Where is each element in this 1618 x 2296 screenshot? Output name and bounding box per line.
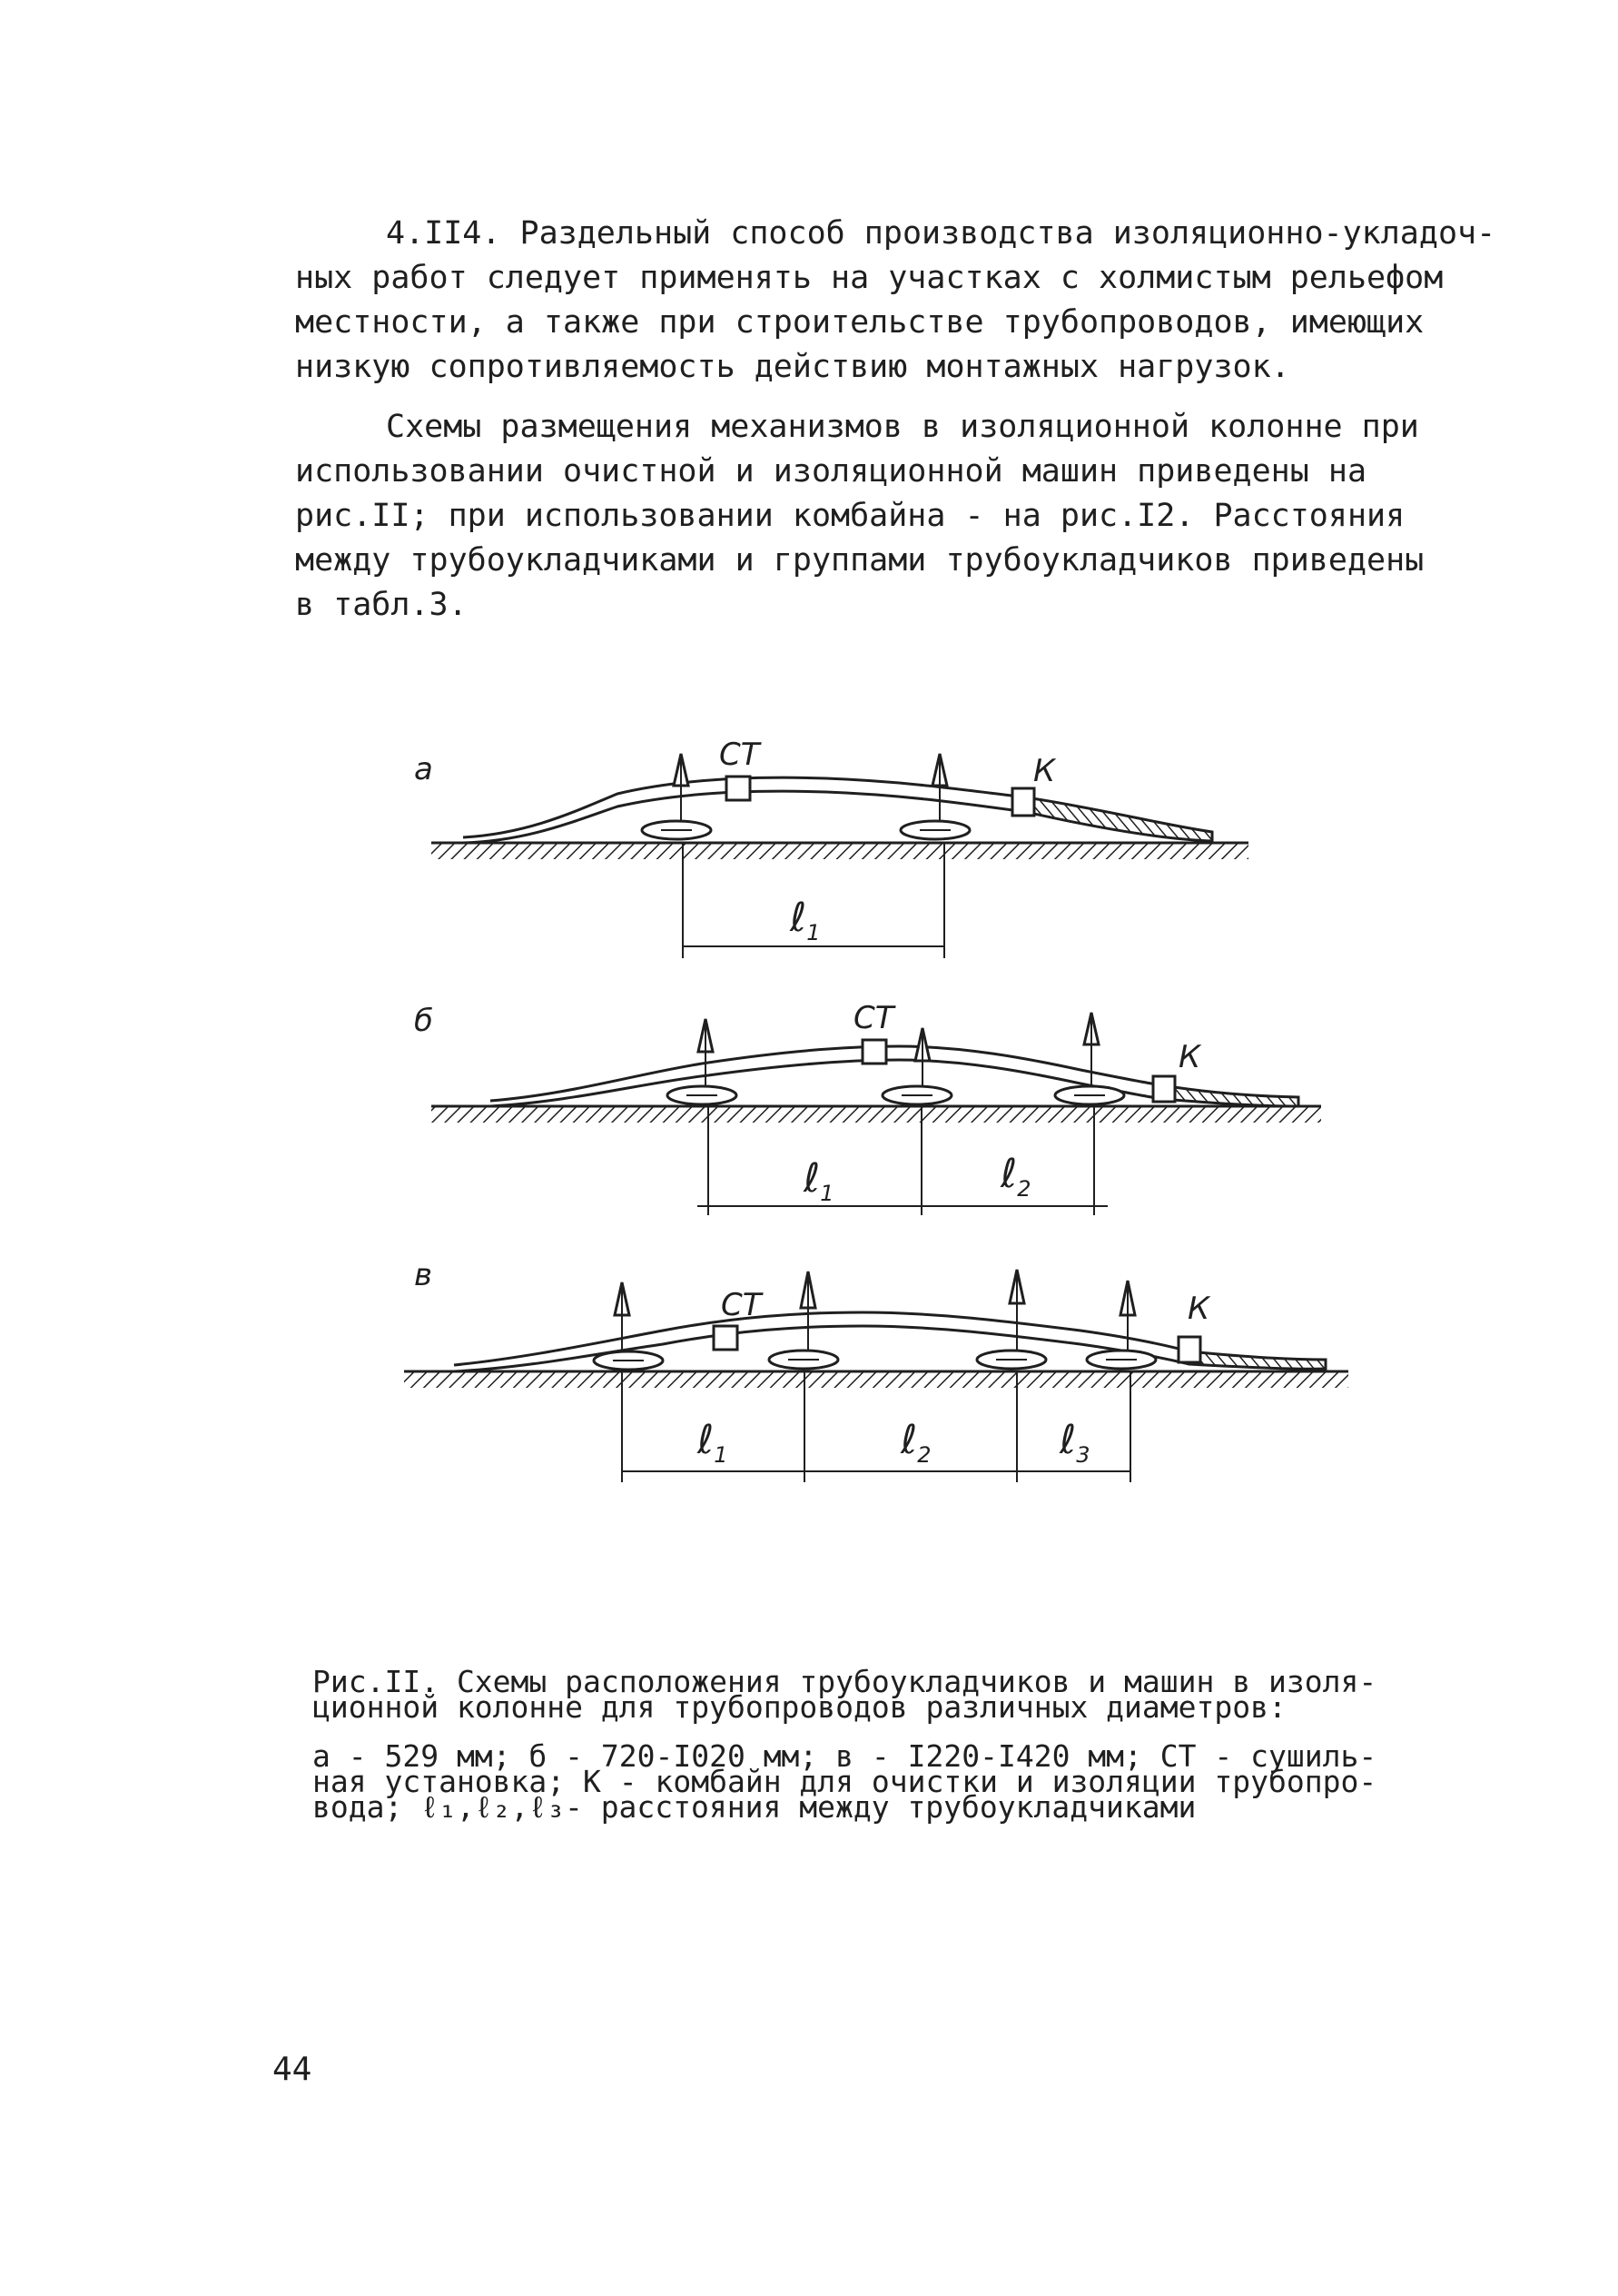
dimension-label-l1: ℓ1 xyxy=(697,1417,728,1468)
combine-unit-k xyxy=(1153,1076,1175,1102)
panel-label-c: в xyxy=(414,1257,433,1293)
figure-caption-legend xyxy=(312,1738,1456,1825)
text-line: рис.II; при использовании комбайна - на рис.I2. Расстояния xyxy=(295,498,1406,534)
dryer-unit-st xyxy=(714,1326,737,1350)
caption-line: Рис.II. Схемы расположения трубоукладчиков и машин в изоля- xyxy=(312,1664,1377,1699)
text-line: ных работ следует применять на участках с холмистым рельефом xyxy=(295,260,1444,296)
dryer-label: СТ xyxy=(853,1000,894,1036)
pipelayer-4 xyxy=(1087,1281,1156,1369)
dimension-label-l2: ℓ2 xyxy=(1001,1151,1031,1202)
text-line: Схемы размещения механизмов в изоляционной колонне при xyxy=(386,409,1419,445)
panel-c xyxy=(404,1257,1348,1482)
dryer-unit-st xyxy=(726,777,750,800)
text-line: между трубоукладчиками и группами трубоукладчиков приведены xyxy=(295,542,1425,579)
figure-11-diagram xyxy=(390,727,1389,1499)
dimension-label-l1: ℓ1 xyxy=(790,895,821,945)
text-line: в табл.3. xyxy=(295,587,468,623)
insulated-pipe xyxy=(1026,797,1212,841)
dimension-label-l1: ℓ1 xyxy=(804,1155,834,1206)
panel-a xyxy=(414,737,1248,958)
dryer-label: СТ xyxy=(719,737,760,773)
dimension-label-l2: ℓ2 xyxy=(901,1417,932,1468)
combine-label: К xyxy=(1033,753,1056,789)
pipelayer-3 xyxy=(1055,1013,1124,1104)
caption-line: ционной колонне для трубопроводов различных диаметров: xyxy=(312,1689,1287,1725)
text-line: 4.II4. Раздельный способ производства изоляционно-укладоч- xyxy=(386,215,1496,252)
ground-hatch xyxy=(431,843,1248,859)
pipelayer-1 xyxy=(594,1282,663,1370)
insulated-pipe xyxy=(1162,1085,1298,1106)
page-number: 44 xyxy=(272,2051,312,2088)
caption-line: вода; ℓ₁,ℓ₂,ℓ₃- расстояния между трубоукладчиками xyxy=(312,1789,1197,1825)
dimension-label-l3: ℓ3 xyxy=(1060,1417,1090,1468)
pipelayer-2 xyxy=(769,1272,838,1369)
paragraph-schemes xyxy=(295,405,1466,628)
pipeline-column-diagram xyxy=(390,727,1389,1499)
ground-hatch xyxy=(431,1106,1321,1123)
pipelayer-1 xyxy=(667,1019,736,1104)
text-line: местности, а также при строительстве трубопроводов, имеющих xyxy=(295,304,1425,341)
paragraph-4-114 xyxy=(295,212,1496,390)
combine-unit-k xyxy=(1012,788,1034,816)
text-line: низкую сопротивляемость действию монтажных нагрузок. xyxy=(295,349,1290,385)
ground-hatch xyxy=(404,1371,1348,1388)
text-line: использовании очистной и изоляционной машин приведены на xyxy=(295,453,1367,490)
combine-label: К xyxy=(1179,1039,1201,1075)
caption-line: а - 529 мм; б - 720-I020 мм; в - I220-I420 мм; СТ - сушиль- xyxy=(312,1738,1377,1774)
insulated-pipe xyxy=(1189,1351,1326,1369)
combine-label: К xyxy=(1188,1291,1210,1327)
panel-b xyxy=(414,1000,1321,1215)
panel-label-b: б xyxy=(414,1003,433,1039)
combine-unit-k xyxy=(1179,1337,1200,1362)
dryer-label: СТ xyxy=(721,1287,762,1323)
figure-caption-title xyxy=(312,1664,1456,1725)
dryer-unit-st xyxy=(863,1040,886,1064)
panel-label-a: а xyxy=(414,751,433,787)
pipelayer-2 xyxy=(883,1028,952,1104)
caption-line: ная установка; К - комбайн для очистки и изоляции трубопро- xyxy=(312,1764,1377,1799)
